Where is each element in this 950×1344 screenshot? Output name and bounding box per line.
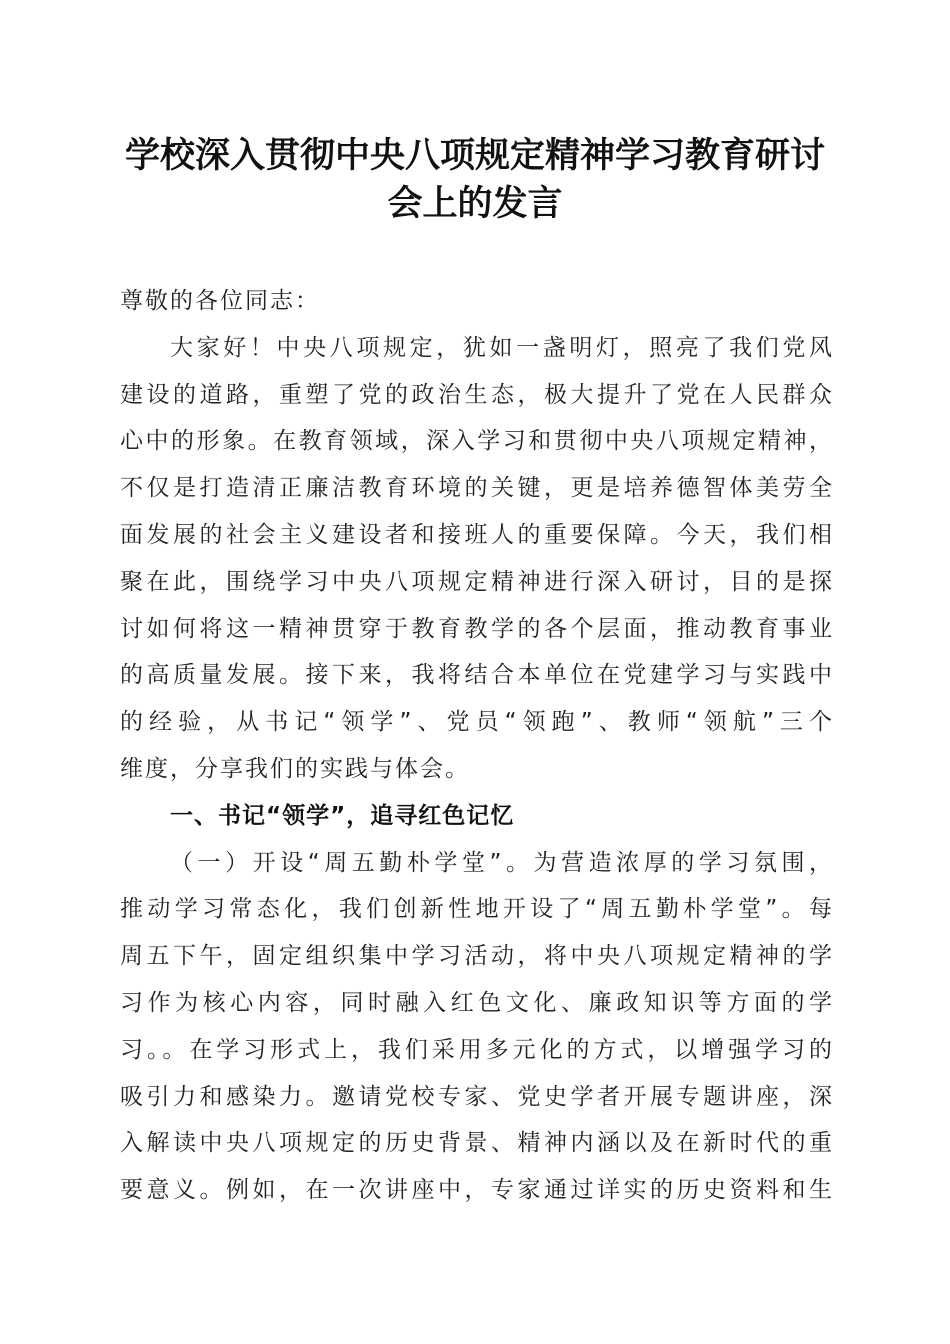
paragraph-1-line: 讨如何将这一精神贯穿于教育教学的各个层面，推动教育事业 <box>120 615 832 642</box>
paragraph-1-line: 的高质量发展。接下来，我将结合本单位在党建学习与实践中 <box>120 662 832 689</box>
paragraph-2-line: 习作为核心内容，同时融入红色文化、廉政知识等方面的学 <box>120 989 832 1016</box>
title-line-1: 学校深入贯彻中央八项规定精神学习教育研讨 <box>124 135 825 176</box>
title-line-2: 会上的发言 <box>387 183 563 224</box>
paragraph-2-line: 推动学习常态化，我们创新性地开设了“周五勤朴学堂”。每 <box>120 896 832 923</box>
document-title <box>100 132 850 228</box>
document-body <box>120 278 832 1214</box>
paragraph-1-line: 面发展的社会主义建设者和接班人的重要保障。今天，我们相 <box>120 521 832 548</box>
paragraph-2-line: 入解读中央八项规定的历史背景、精神内涵以及在新时代的重 <box>120 1130 832 1157</box>
paragraph-1-line: 聚在此，围绕学习中央八项规定精神进行深入研讨，目的是探 <box>120 568 832 595</box>
paragraph-1-line: 大家好！中央八项规定，犹如一盏明灯，照亮了我们党风 <box>170 334 832 361</box>
paragraph-2-line: 要意义。例如，在一次讲座中，专家通过详实的历史资料和生 <box>120 1177 832 1204</box>
paragraph-2-line: 吸引力和感染力。邀请党校专家、党史学者开展专题讲座，深 <box>120 1083 832 1110</box>
paragraph-1-line: 心中的形象。在教育领域，深入学习和贯彻中央八项规定精神， <box>120 428 832 455</box>
paragraph-1-line: 维度，分享我们的实践与体会。 <box>120 755 470 782</box>
paragraph-1-line: 的经验，从书记“领学”、党员“领跑”、教师“领航”三个 <box>120 709 832 736</box>
paragraph-2-line: 周五下午，固定组织集中学习活动，将中央八项规定精神的学 <box>120 943 832 970</box>
paragraph-1-line: 建设的道路，重塑了党的政治生态，极大提升了党在人民群众 <box>120 381 832 408</box>
paragraph-1-line: 不仅是打造清正廉洁教育环境的关键，更是培养德智体美劳全 <box>120 475 832 502</box>
paragraph-2-line: （一）开设“周五勤朴学堂”。为营造浓厚的学习氛围， <box>170 849 832 876</box>
section-1-heading: 一、书记“领学”，追寻红色记忆 <box>170 802 515 829</box>
salutation: 尊敬的各位同志： <box>120 288 320 314</box>
paragraph-2-line: 习。。在学习形式上，我们采用多元化的方式，以增强学习的 <box>120 1036 832 1063</box>
